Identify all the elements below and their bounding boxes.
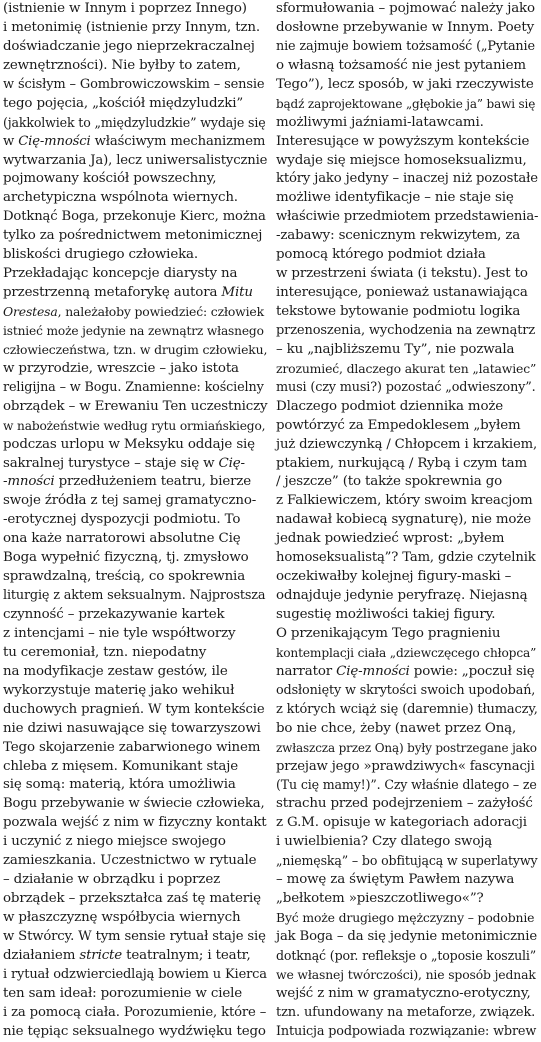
text-line: liturgię z aktem seksualnym. Najprostsza — [3, 588, 266, 604]
text-line: się somą: materią, która umożliwia — [3, 777, 236, 793]
text-line: strachu przed podejrzeniem – zażyłość — [276, 796, 533, 812]
text-line: przejaw jego »prawdziwych« fascynacji — [276, 758, 535, 774]
text-segment: przedłużeniem teatru, bierze — [54, 474, 252, 490]
text-line: tego pojęcia, „kościół międzyludzki” — [3, 95, 244, 111]
left-text-column — [3, 0, 267, 1042]
text-line: tu ceremoniał, tzn. niepodatny — [3, 644, 207, 660]
text-line: (istnienie w Innym i poprzez Innego) — [3, 1, 247, 16]
text-line: (Tu cię mamy!)”. Czy właśnie dlatego – ze — [276, 777, 537, 793]
text-segment: sakralnej turystyce – staje się w — [3, 455, 219, 471]
italic-text: Cię- — [218, 455, 245, 471]
text-line: który jako jedyny – inaczej niż pozostałe — [276, 171, 538, 187]
text-line — [3, 303, 267, 322]
text-line: na modyfikacje zestaw gestów, ile — [3, 663, 228, 679]
text-line: interesujące, ponieważ ustanawiająca — [276, 285, 528, 301]
text-line: ona każe narratorowi absolutne Cię — [3, 531, 241, 547]
text-line: w płaszczyznę współbycia wiernych — [3, 910, 241, 925]
text-line: i rytuał odzwierciedlają bowiem u Kierca — [3, 966, 267, 982]
italic-text: Cię-mności — [336, 663, 410, 679]
text-line: Interesujące w powyższym kontekście — [276, 133, 530, 149]
text-line: już dziewczynką / Chłopcem i krzakiem, — [276, 436, 538, 452]
text-line: zamieszkania. Uczestnictwo w rytuale — [3, 853, 257, 869]
text-segment: narrator — [276, 663, 337, 679]
italic-text: Mitu — [221, 285, 253, 301]
text-line: ten sam ideał: porozumienie w ciele — [3, 985, 243, 1001]
text-line — [3, 455, 267, 474]
text-line: podczas urlopu w Meksyku oddaje się — [3, 436, 255, 452]
text-line: w przestrzeni świata (i tekstu). Jest to — [276, 266, 528, 282]
text-line: i metonimię (istnienie przy Innym, tzn. — [3, 19, 260, 35]
text-segment: teatralnym; i teatr, — [122, 947, 251, 963]
text-line: bliskości drugiego człowieka. — [3, 247, 198, 263]
text-line: Tego”), lecz sposób, w jaki rzeczywiste — [276, 76, 534, 92]
text-line: wytwarzania Ja), lecz uniwersalistycznie — [3, 152, 268, 168]
text-line — [3, 133, 267, 152]
text-line: bo nie chce, żeby (nawet przez Oną, — [276, 720, 517, 736]
text-line: religijna – w Bogu. Znamienne: kościelny — [3, 379, 264, 395]
text-segment: właściwym mechanizmem — [90, 133, 266, 149]
text-line: i uwielbienia? Czy dlatego swoją — [276, 834, 493, 850]
text-line: przenoszenia, wychodzenia na zewnątrz — [276, 322, 536, 338]
text-line: o własną tożsamość nie jest pytaniem — [276, 57, 526, 73]
italic-text: -mności — [3, 474, 55, 490]
text-line: O przenikającym Tego pragnieniu — [276, 625, 501, 641]
text-line: sugestię możliwości takiej figury. — [276, 607, 496, 622]
text-line: pomocą którego podmiot działa — [276, 247, 486, 263]
text-line: odsłonięty w skrytości swoich upodobań, — [276, 682, 536, 698]
text-line: pozwala wejść z nim w fizyczny kontakt — [3, 815, 267, 831]
text-line: duchowych pragnień. W tym kontekście — [3, 701, 265, 717]
text-line: nie dziwi nasuwające się towarzyszowi — [3, 720, 261, 736]
text-line: z Falkiewiczem, który swoim kreacjom — [276, 493, 533, 509]
italic-text: Orestesa — [3, 304, 58, 319]
text-line: sprawdzalną, treścią, co spokrewnia — [3, 569, 246, 585]
text-line: w ścisłym – Gombrowiczowskim – sensie — [3, 76, 265, 92]
text-line: homoseksualistą”? Tam, gdzie czytelnik — [276, 550, 536, 566]
text-line: i uczynić z niego miejsce swojego — [3, 834, 226, 850]
text-line: i za pomocą ciała. Porozumienie, które – — [3, 1004, 267, 1020]
text-line: możliwe identyfikacje – nie staje się — [276, 190, 514, 206]
text-line — [276, 663, 538, 682]
text-line: kontemplacji ciała „dziewczęcego chłopca” — [276, 645, 537, 660]
text-line: Bogu przebywanie w świecie człowieka, — [3, 796, 265, 812]
text-line: -zabawy: scenicznym rekwizytem, za — [276, 228, 521, 244]
text-line: „bełkotem »pieszczotliwego«”? — [276, 891, 484, 907]
text-line: – mowę za świętym Pawłem nazywa — [276, 872, 515, 888]
text-line: nie zajmuje bowiem tożsamość („Pytanie — [276, 38, 535, 54]
text-line: bądź zaprojektowane „głębokie ja” bawi się — [276, 96, 536, 111]
text-line: czynność – przekazywanie kartek — [3, 607, 225, 622]
text-line: powtórzyć za Empedoklesem „byłem — [276, 417, 521, 433]
text-line: w nabożeństwie według rytu ormiańskiego, — [3, 418, 266, 433]
text-line: istnieć może jedynie na zewnątrz własnego — [3, 323, 264, 338]
text-line: w przyrodzie, wreszcie – jako istota — [3, 360, 239, 376]
text-line: „niemęską” – bo obfitującą w superlatywy — [276, 853, 538, 869]
text-line: wydaje się miejsce homoseksualizmu, — [276, 152, 527, 168]
text-line: jednak powiedzieć wprost: „byłem — [276, 531, 505, 547]
text-line: oczekiwałby kolejnej figury-maski – — [276, 569, 512, 585]
text-line: (jakkolwiek to „międzyludzkie” wydaje się — [3, 114, 266, 130]
text-line: obrządek – przekształca zaś tę materię — [3, 891, 261, 907]
text-line: we własnej twórczości), nie sposób jednak — [276, 966, 536, 982]
text-line: archetypiczna wspólnota wiernych. — [3, 190, 238, 206]
text-line: -erotycznej dyspozycji podmiotu. To — [3, 512, 241, 528]
text-line: jak Boga – da się jedynie metonimicznie — [276, 928, 537, 944]
text-line: obrządek – w Erewaniu Ten uczestniczy — [3, 398, 268, 414]
text-line: możliwymi jaźniami-latawcami. — [276, 114, 484, 130]
text-line: Tego skojarzenie zabarwionego winem — [3, 739, 261, 755]
text-line: Dotknąć Boga, przekonuje Kierc, można — [3, 209, 266, 225]
italic-text: stricte — [79, 947, 123, 963]
text-line: musi (czy musi?) pozostać „odwieszony”. — [276, 379, 536, 395]
text-line: wykorzystuje materię jako wehikuł — [3, 682, 235, 698]
text-line: dotknąć (por. refleksje o „toposie koszuli” — [276, 947, 537, 963]
text-line: zwłaszcza przez Oną) były postrzegane jako — [276, 740, 537, 755]
text-line: chleba z mięsem. Komunikant staje — [3, 758, 239, 774]
text-segment: w — [3, 133, 19, 149]
right-text-column — [276, 0, 538, 1042]
text-line: pojmowany kościół powszechny, — [3, 171, 217, 187]
text-line — [3, 473, 267, 492]
text-line: odnajduje jedynie peryfrazę. Niejasną — [276, 588, 528, 604]
text-line: z G.M. opisuje w kategoriach adoracji — [276, 815, 527, 831]
text-line: – działanie w obrządku i poprzez — [3, 872, 220, 888]
italic-text: Cię-mności — [18, 133, 91, 149]
text-line: Dlaczego podmiot dziennika może — [276, 398, 504, 414]
text-line: zewnętrzności). Nie byłby to zatem, — [3, 57, 241, 73]
text-line: swoje źródła z tej samej gramatyczno- — [3, 493, 257, 509]
text-line: tzn. ufundowany na metaforze, związek. — [276, 1004, 536, 1020]
text-line: dosłowne przebywanie w Innym. Poety — [276, 19, 534, 35]
text-line: z których wciąż się (daremnie) tłumaczy, — [276, 701, 538, 717]
text-line: Być może drugiego mężczyzny – podobnie — [276, 910, 535, 925]
text-line: tylko za pośrednictwem metonimicznej — [3, 228, 263, 244]
text-line: sformułowania – pojmować należy jako — [276, 1, 535, 16]
text-line: wejść z nim w gramatyczno-erotyczny, — [276, 985, 531, 1001]
text-line: człowieczeństwa, tzn. w drugim człowieku, — [3, 341, 268, 357]
text-line: Boga wypełnić fizyczną, tj. zmysłowo — [3, 550, 249, 566]
text-line — [3, 284, 267, 303]
text-line: tekstowe bytowanie podmiotu logika — [276, 304, 521, 319]
text-line: doświadczanie jego nieprzekraczalnej — [3, 38, 255, 54]
text-segment: powie: „poczuł się — [409, 663, 535, 679]
text-line: Intuicja podpowiada rozwiązanie: wbrew — [276, 1023, 537, 1039]
text-line: nie tępiąc seksualnego wydźwięku tego — [3, 1023, 266, 1039]
text-segment: , należałoby powiedzieć: człowiek — [57, 304, 264, 319]
text-segment: przestrzenną metaforykę autora — [3, 285, 222, 301]
text-segment: działaniem — [3, 947, 80, 963]
text-line: – ku „najbliższemu Ty”, nie pozwala — [276, 341, 515, 357]
text-line: / jeszcze” (to także spokrewnia go — [276, 474, 503, 490]
text-line: nadawał kobiecą sygnaturę), nie może — [276, 512, 532, 528]
text-line: zrozumieć, dlaczego akurat ten „latawiec” — [276, 360, 537, 376]
text-line: w Stwórcy. W tym sensie rytuał staje się — [3, 928, 266, 944]
text-line: Przekładając koncepcje diarysty na — [3, 266, 238, 282]
text-line: ptakiem, nurkującą / Rybą i czym tam — [276, 455, 527, 471]
text-line: z intencjami – nie tyle współtworzy — [3, 625, 236, 641]
text-line: właściwie przedmiotem przedstawienia- — [276, 209, 539, 225]
text-line — [3, 947, 267, 966]
